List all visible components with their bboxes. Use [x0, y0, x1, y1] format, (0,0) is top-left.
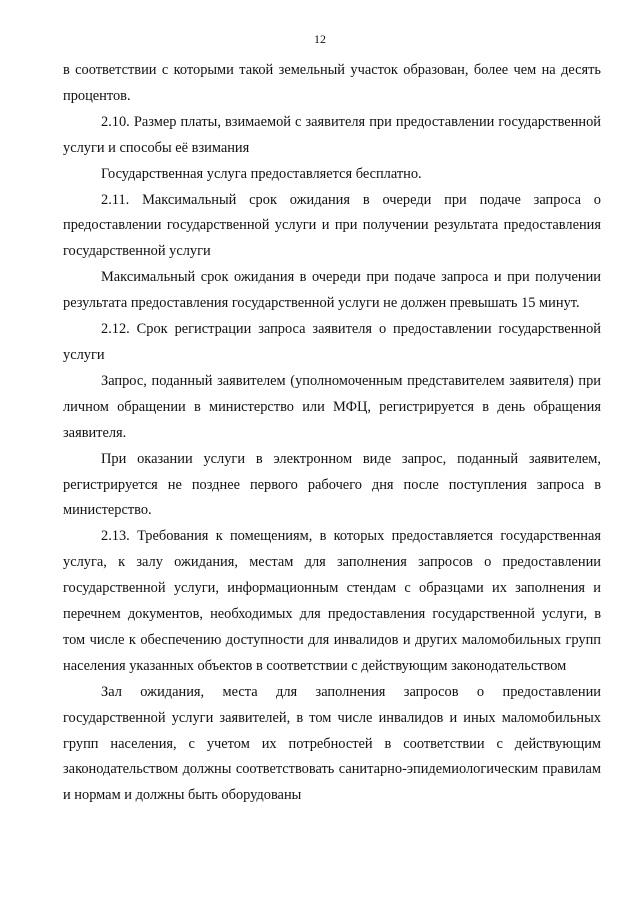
paragraph-body: Государственная услуга предоставляется бесплатно.	[101, 165, 422, 182]
section-heading-2-12: 2.12. Срок регистрации запроса заявителя о предоставлении государственной услуги	[63, 321, 601, 363]
page-number: 12	[314, 32, 326, 46]
paragraph-body: Максимальный срок ожидания в очереди при подаче запроса и при получении результата предоставления государственной услуги не должен превышать 15 минут.	[63, 269, 601, 312]
paragraph-continuation: в соответствии с которыми такой земельный участок образован, более чем на десять процентов.	[63, 62, 601, 104]
paragraph-body: При оказании услуги в электронном виде запрос, поданный заявителем, регистрируется не позднее первого рабочего дня после поступления запроса в министерство.	[63, 450, 601, 519]
document-body	[63, 58, 601, 809]
section-heading-2-10: 2.10. Размер платы, взимаемой с заявителя при предоставлении государственной услуги и способы её взимания	[63, 113, 601, 156]
section-heading-2-11: 2.11. Максимальный срок ожидания в очереди при подаче запроса о предоставлении государственной услуги и при получении результата предоставления государственной услуги	[63, 191, 601, 260]
paragraph-body: Запрос, поданный заявителем (уполномоченным представителем заявителя) при личном обращении в министерство или МФЦ, регистрируется в день обращения заявителя.	[63, 372, 601, 441]
paragraph-body: Зал ожидания, места для заполнения запросов о предоставлении государственной услуги заявителей, в том числе инвалидов и иных маломобильных групп населения, с учетом их потребностей в соответствии с действующим законодательством должны соответствовать санитарно-эпидемиологическим правилам и нормам и должны быть оборудованы	[63, 683, 601, 804]
section-heading-2-13: 2.13. Требования к помещениям, в которых предоставляется государственная услуга, к залу ожидания, местам для заполнения запросов о предоставлении государственной услуги, информационным стендам с образцами их заполнения и перечнем документов, необходимых для предоставления государственной услуги, в том числе к обеспечению доступности для инвалидов и других маломобильных групп населения указанных объектов в соответствии с действующим законодательством	[63, 528, 601, 674]
